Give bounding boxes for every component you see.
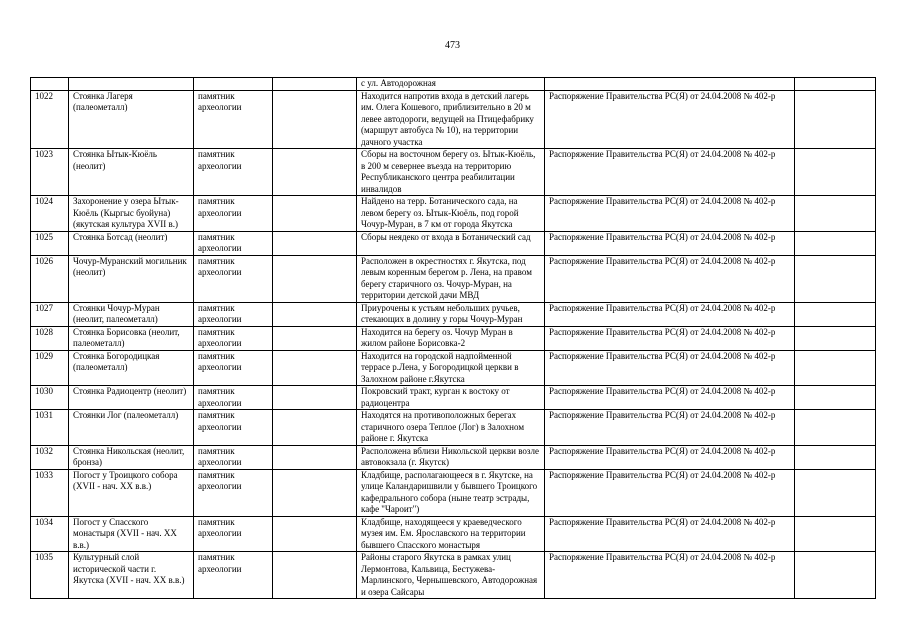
cell-blank (273, 386, 357, 410)
cell-blank (273, 516, 357, 552)
cell-document: Распоряжение Правительства РС(Я) от 24.04.2008 № 402-р (545, 302, 795, 326)
cell-number: 1028 (31, 326, 69, 350)
cell-location: Сборы неядеко от входа в Ботанический сад (357, 231, 545, 255)
cell-name: Погост у Троицкого собора (XVII - нач. XX в.в.) (69, 469, 194, 516)
table-row (31, 552, 876, 599)
cell-location: Приурочены к устьям небольших ручьев, стекающих в долину у горы Чочур-Муран (357, 302, 545, 326)
cell-end (795, 302, 876, 326)
cell-end (795, 350, 876, 386)
cell-document: Распоряжение Правительства РС(Я) от 24.04.2008 № 402-р (545, 410, 795, 446)
cell-end (795, 255, 876, 302)
cell-type: памятник археологии (194, 326, 273, 350)
cell-type: памятник археологии (194, 410, 273, 446)
cell-document: Распоряжение Правительства РС(Я) от 24.04.2008 № 402-р (545, 149, 795, 196)
cell-name: Чочур-Муранский могильник (неолит) (69, 255, 194, 302)
cell-blank (273, 326, 357, 350)
cell-number: 1025 (31, 231, 69, 255)
cell-location: Районы старого Якутска в рамках улиц Лермонтова, Кальвица, Бестужева-Марлинского, Чернышевского, Автодорожная и озера Сайсары (357, 552, 545, 599)
cell-type: памятник археологии (194, 552, 273, 599)
cell-type: памятник археологии (194, 302, 273, 326)
cell-location: Кладбище, находящееся у краеведческого музея им. Ем. Ярославского на территории бывшего Спасского монастыря (357, 516, 545, 552)
cell-end (795, 231, 876, 255)
cell-name: Стоянки Лог (палеометалл) (69, 410, 194, 446)
cell-name: Стоянка Радиоцентр (неолит) (69, 386, 194, 410)
cell-end (795, 386, 876, 410)
cell-location: Покровский тракт, курган к востоку от радиоцентра (357, 386, 545, 410)
cell-number: 1033 (31, 469, 69, 516)
cell-number: 1032 (31, 445, 69, 469)
cell-number: 1023 (31, 149, 69, 196)
cell-location: с ул. Автодорожная (357, 78, 545, 91)
cell-location: Находятся на противоположных берегах старичного озера Теплое (Лог) в Залохном районе г. Якутска (357, 410, 545, 446)
monuments-table (30, 77, 876, 599)
table-row (31, 149, 876, 196)
cell-blank (273, 469, 357, 516)
cell-document: Распоряжение Правительства РС(Я) от 24.04.2008 № 402-р (545, 469, 795, 516)
cell-number: 1034 (31, 516, 69, 552)
table-row (31, 516, 876, 552)
cell-number: 1024 (31, 196, 69, 232)
cell-blank (273, 445, 357, 469)
cell-document: Распоряжение Правительства РС(Я) от 24.04.2008 № 402-р (545, 255, 795, 302)
cell-end (795, 196, 876, 232)
page-number: 473 (445, 40, 460, 51)
table-row (31, 302, 876, 326)
cell-location: Кладбище, располагающееся в г. Якутске, на улице Каландаришвили у бывшего Троицкого кафедрального собора (ныне театр эстрады, кафе "Чароит") (357, 469, 545, 516)
cell-name: Стоянка Лагеря (палеометалл) (69, 90, 194, 149)
cell-blank (273, 90, 357, 149)
cell-number: 1030 (31, 386, 69, 410)
cell-end (795, 552, 876, 599)
cell-end (795, 516, 876, 552)
cell-end (795, 78, 876, 91)
cell-blank (273, 196, 357, 232)
cell-blank (273, 410, 357, 446)
cell-type: памятник археологии (194, 255, 273, 302)
cell-end (795, 410, 876, 446)
cell-number: 1029 (31, 350, 69, 386)
table-row (31, 410, 876, 446)
cell-type: памятник археологии (194, 196, 273, 232)
cell-blank (273, 149, 357, 196)
cell-number: 1031 (31, 410, 69, 446)
cell-name: Стоянки Чочур-Муран (неолит, палеометалл) (69, 302, 194, 326)
cell-location: Находится на городской надпойменной террасе р.Лена, у Богородицкой церкви в Залохном районе г.Якутска (357, 350, 545, 386)
cell-document (545, 78, 795, 91)
cell-name: Стоянка Ытык-Кюёль (неолит) (69, 149, 194, 196)
cell-type: памятник археологии (194, 149, 273, 196)
table-row (31, 90, 876, 149)
cell-name: Культурный слой исторической части г. Якутска (XVII - нач. XX в.в.) (69, 552, 194, 599)
cell-type: памятник археологии (194, 469, 273, 516)
cell-location: Расположена вблизи Никольской церкви возле автовокзала (г. Якутск) (357, 445, 545, 469)
cell-type: памятник археологии (194, 231, 273, 255)
cell-type: памятник археологии (194, 516, 273, 552)
continuation-row (31, 78, 876, 91)
cell-number: 1027 (31, 302, 69, 326)
cell-blank (273, 231, 357, 255)
cell-document: Распоряжение Правительства РС(Я) от 24.04.2008 № 402-р (545, 326, 795, 350)
cell-blank (273, 255, 357, 302)
cell-type: памятник археологии (194, 445, 273, 469)
table-body (31, 78, 876, 599)
cell-name: Стоянка Богородицкая (палеометалл) (69, 350, 194, 386)
cell-type (194, 78, 273, 91)
cell-end (795, 90, 876, 149)
table-row (31, 386, 876, 410)
cell-location: Находится напротив входа в детский лагерь им. Олега Кошевого, приблизительно в 20 м левее автодороги, ведущей на Птицефабрику (маршрут автобуса № 10), на территории дачного участка (357, 90, 545, 149)
cell-number (31, 78, 69, 91)
table-row (31, 326, 876, 350)
table-row (31, 231, 876, 255)
cell-name (69, 78, 194, 91)
cell-location: Найдено на терр. Ботанического сада, на левом берегу оз. Ытык-Кюёль, под горой Чочур-Муран, в 7 км от города Якутска (357, 196, 545, 232)
cell-type: памятник археологии (194, 90, 273, 149)
cell-type: памятник археологии (194, 350, 273, 386)
cell-document: Распоряжение Правительства РС(Я) от 24.04.2008 № 402-р (545, 350, 795, 386)
cell-number: 1035 (31, 552, 69, 599)
table-row (31, 469, 876, 516)
cell-end (795, 445, 876, 469)
cell-document: Распоряжение Правительства РС(Я) от 24.04.2008 № 402-р (545, 516, 795, 552)
cell-location: Находится на берегу оз. Чочур Муран в жилом районе Борисовка-2 (357, 326, 545, 350)
cell-blank (273, 302, 357, 326)
table-row (31, 350, 876, 386)
cell-document: Распоряжение Правительства РС(Я) от 24.04.2008 № 402-р (545, 445, 795, 469)
cell-name: Захоронение у озера Ытык-Кюёль (Кыргыс буойуна) (якутская культура XVII в.) (69, 196, 194, 232)
cell-blank (273, 350, 357, 386)
cell-location: Расположен в окрестностях г. Якутска, под левым коренным берегом р. Лена, на правом берегу старичного оз. Чочур-Муран, на территории детской дачи МВД (357, 255, 545, 302)
cell-end (795, 326, 876, 350)
cell-document: Распоряжение Правительства РС(Я) от 24.04.2008 № 402-р (545, 552, 795, 599)
cell-name: Погост у Спасского монастыря (XVII - нач. XX в.в.) (69, 516, 194, 552)
cell-blank (273, 552, 357, 599)
cell-number: 1026 (31, 255, 69, 302)
table-row (31, 255, 876, 302)
table-row (31, 445, 876, 469)
cell-type: памятник археологии (194, 386, 273, 410)
cell-document: Распоряжение Правительства РС(Я) от 24.04.2008 № 402-р (545, 196, 795, 232)
cell-end (795, 469, 876, 516)
cell-blank (273, 78, 357, 91)
cell-name: Стоянка Никольская (неолит, бронза) (69, 445, 194, 469)
cell-name: Стоянка Ботсад (неолит) (69, 231, 194, 255)
cell-end (795, 149, 876, 196)
cell-document: Распоряжение Правительства РС(Я) от 24.04.2008 № 402-р (545, 90, 795, 149)
table-row (31, 196, 876, 232)
cell-name: Стоянка Борисовка (неолит, палеометалл) (69, 326, 194, 350)
cell-document: Распоряжение Правительства РС(Я) от 24.04.2008 № 402-р (545, 231, 795, 255)
cell-document: Распоряжение Правительства РС(Я) от 24.04.2008 № 402-р (545, 386, 795, 410)
cell-location: Сборы на восточном берегу оз. Ытык-Кюёль, в 200 м севернее въезда на территорию Республиканского центра реабилитации инвалидов (357, 149, 545, 196)
cell-number: 1022 (31, 90, 69, 149)
